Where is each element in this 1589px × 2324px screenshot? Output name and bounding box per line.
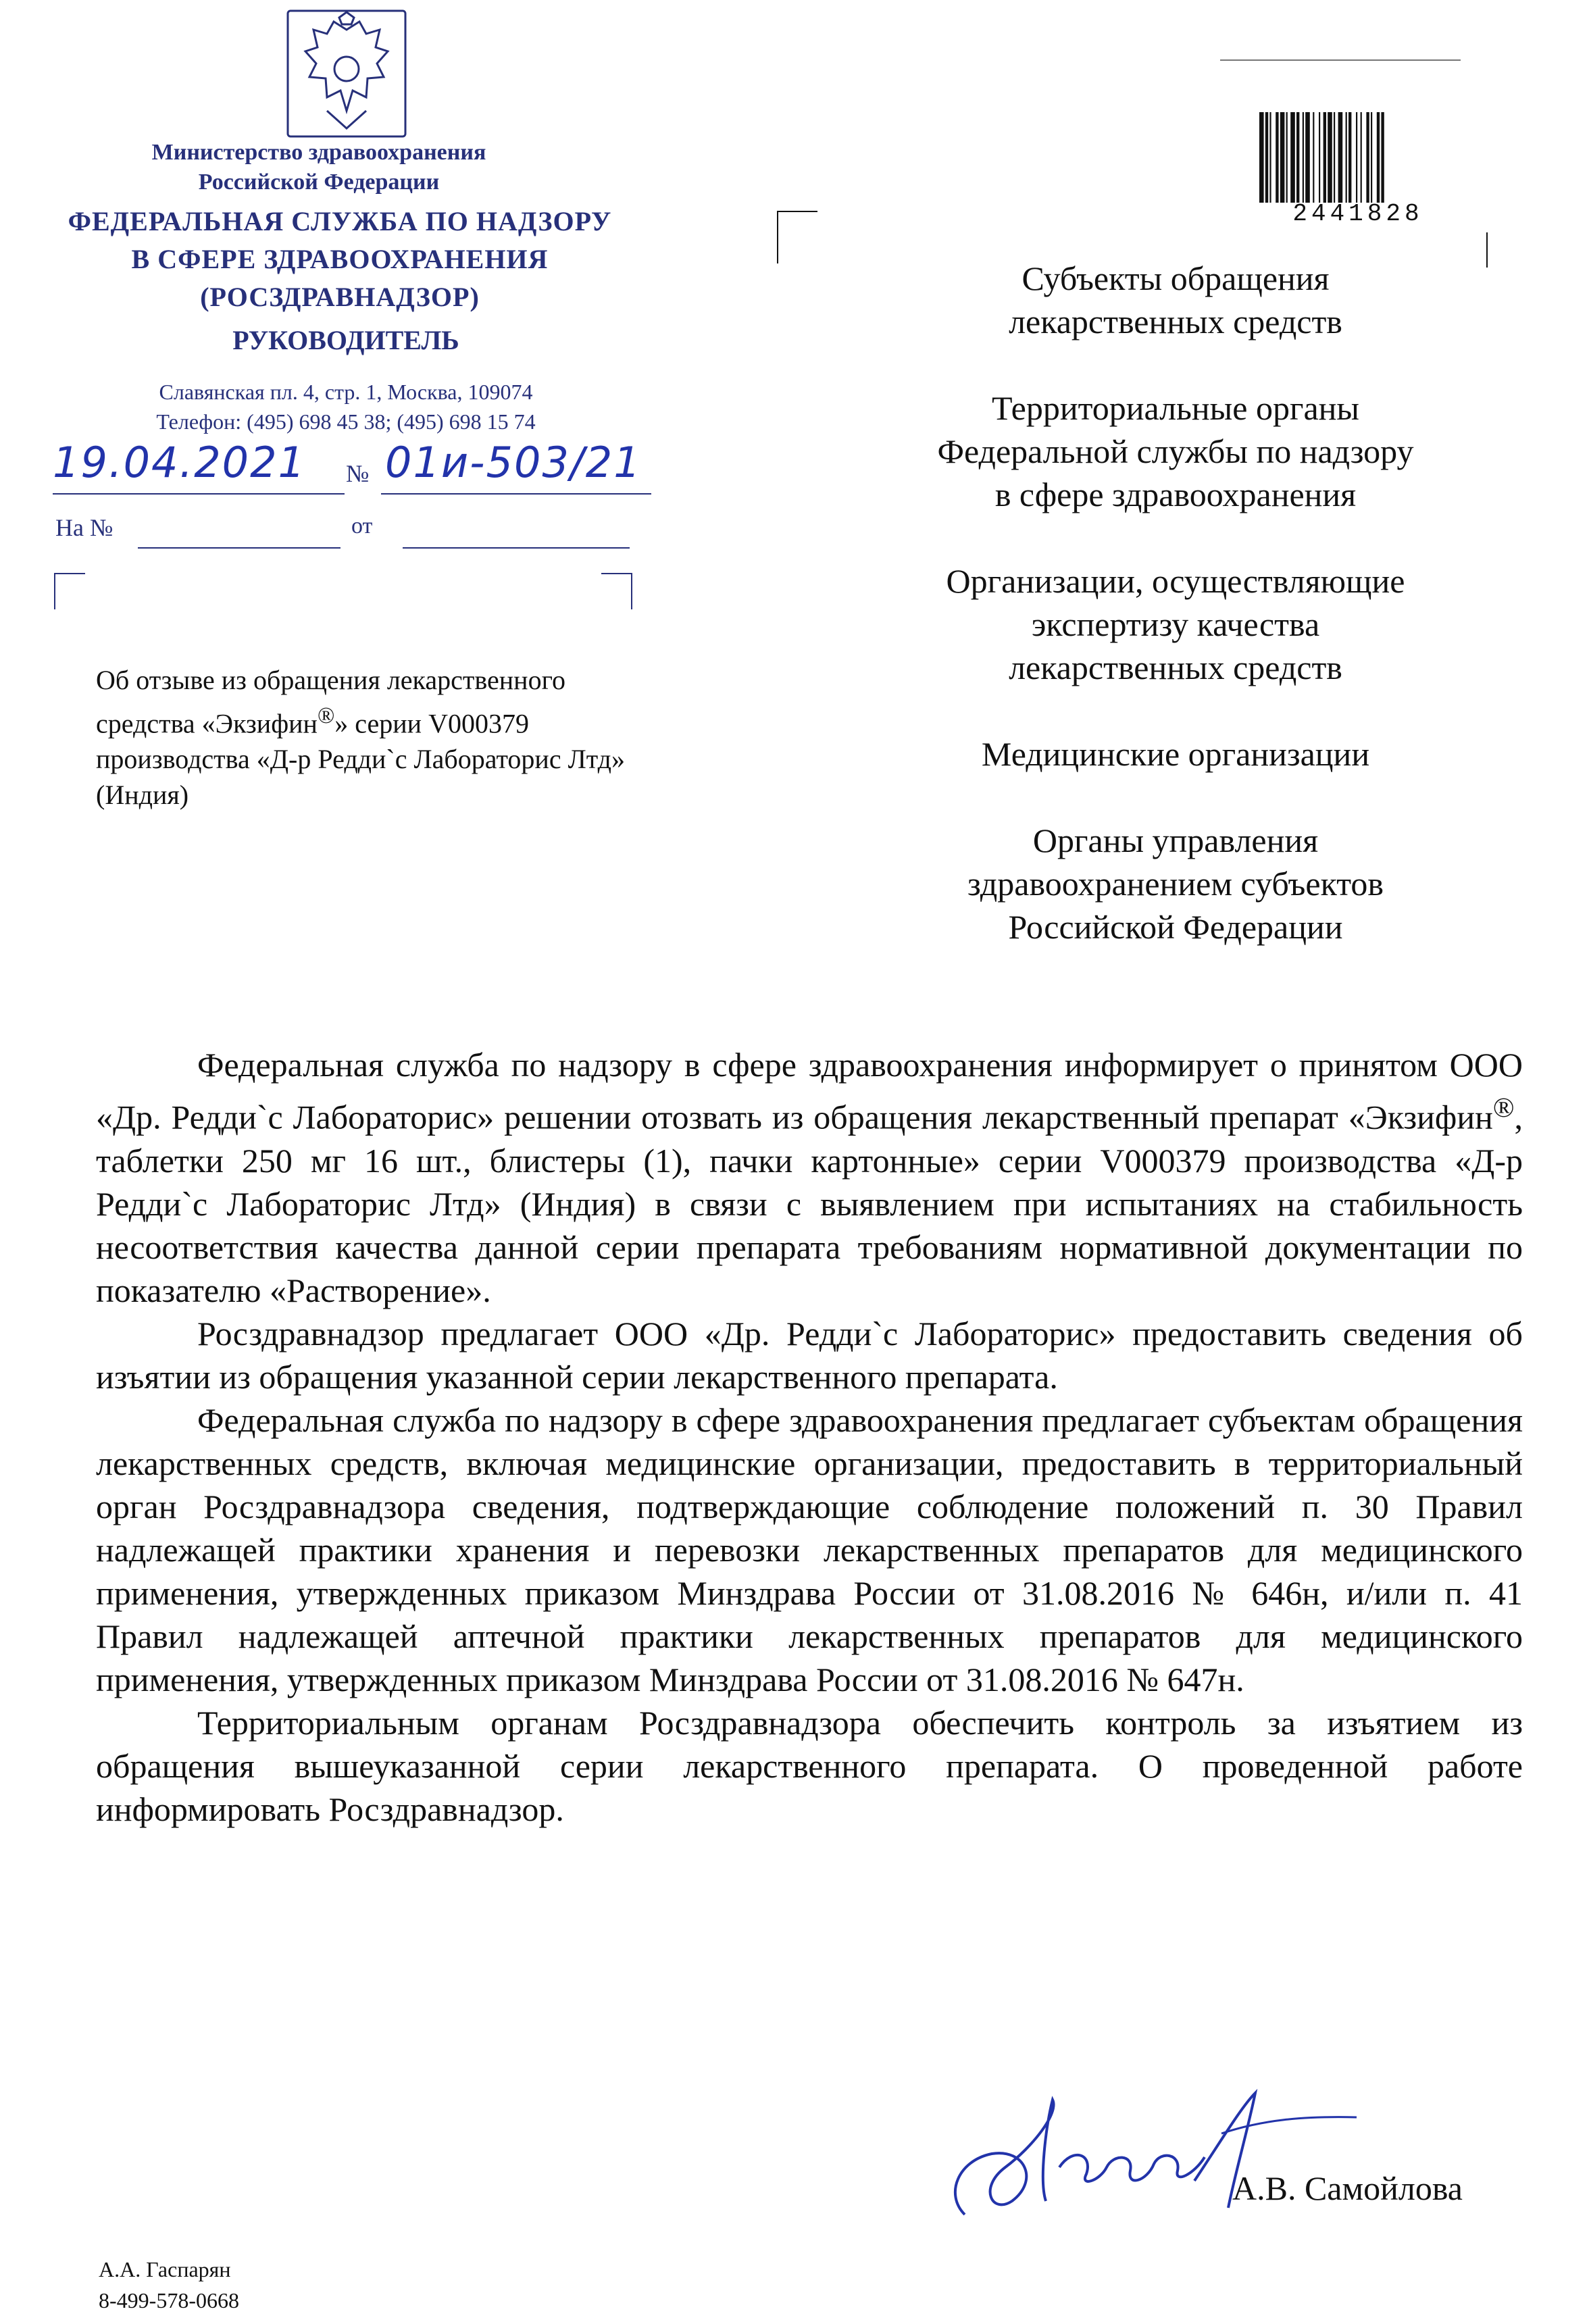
barcode-bar (1265, 112, 1268, 203)
date-underline (53, 493, 345, 495)
from-underline (403, 547, 630, 549)
barcode-bar (1338, 112, 1343, 203)
executor-info (99, 2254, 239, 2316)
address-line: Славянская пл. 4, стр. 1, Москва, 109074 (159, 380, 533, 404)
addressee-line: в сфере здравоохранения (994, 476, 1357, 513)
handwritten-number: 01и-503/21 (385, 438, 642, 487)
barcode-bar (1346, 112, 1347, 203)
barcode-bar (1290, 112, 1295, 203)
handwritten-signature (938, 2086, 1384, 2235)
phone-line: Телефон: (495) 698 45 38; (495) 698 15 74 (156, 409, 536, 434)
barcode-bar (1381, 112, 1384, 203)
ministry-name (81, 138, 557, 197)
executor-name: А.А. Гаспарян (99, 2257, 231, 2281)
subject-line-1: Об отзыве из обращения лекарственного (96, 665, 565, 695)
barcode-bar (1276, 112, 1278, 203)
service-line-2: В СФЕРЕ ЗДРАВООХРАНЕНИЯ (131, 244, 549, 274)
subject-line-2-a: средства «Экзифин (96, 708, 318, 739)
body-paragraph-1-a: Федеральная служба по надзору в сфере здравоохранения информирует о принятом ООО «Др. Редди`с Лабораторис» решении отозвать из обращения лекарственный препарат «Экзифин (96, 1046, 1523, 1136)
barcode-bar (1334, 112, 1335, 203)
registered-mark: ® (1492, 1092, 1515, 1123)
barcode-bar (1259, 112, 1264, 203)
addressee-line: Российской Федерации (1008, 908, 1343, 946)
addressee-group (831, 257, 1520, 343)
handwritten-date: 19.04.2021 (53, 438, 306, 487)
body-paragraph-1-b: , таблетки 250 мг 16 шт., блистеры (1), пачки картонные» серии V000379 производства «Д-р Редди`с Лабораторис Лтд» (Индия) в связи с выявлением при испытаниях на стабильность несоответствия качества данной серии препарата требованиям нормативной документации по показателю «Растворение». (96, 1098, 1523, 1309)
ministry-line-2: Российской Федерации (198, 170, 440, 195)
number-underline (381, 493, 651, 495)
body-paragraph-1 (96, 1043, 1523, 1312)
addressee-line: Федеральной службы по надзору (937, 432, 1414, 470)
coat-of-arms-emblem (286, 9, 407, 138)
subject-line-2-b: » серии V000379 (334, 708, 529, 739)
barcode-top-line (1220, 59, 1461, 61)
number-label: № (346, 460, 370, 487)
ministry-line-1: Министерство здравоохранения (151, 140, 486, 165)
addressee-line: Организации, осуществляющие (946, 562, 1405, 600)
barcode-bar (1371, 112, 1372, 203)
barcode-bar (1303, 112, 1304, 203)
head-title: РУКОВОДИТЕЛЬ (232, 325, 459, 355)
subject-line-4: (Индия) (96, 780, 189, 811)
service-line-1: ФЕДЕРАЛЬНАЯ СЛУЖБА ПО НАДЗОРУ (68, 206, 612, 236)
barcode-bar (1328, 112, 1332, 203)
addressee-line: Субъекты обращения (1022, 259, 1330, 297)
addressee-group (831, 386, 1520, 516)
corner-mark-address (777, 211, 817, 263)
addressee-group (831, 819, 1520, 949)
signer-name: А.В. Самойлова (1232, 2169, 1463, 2207)
barcode-number: 2441828 (1292, 200, 1423, 228)
letter-body (96, 1043, 1523, 1831)
executor-phone: 8-499-578-0668 (99, 2288, 239, 2313)
barcode-bar (1348, 112, 1351, 203)
reply-to-label: На № (55, 514, 114, 541)
barcode-bar (1313, 112, 1314, 203)
barcode-bar (1269, 112, 1271, 203)
addressee-line: Медицинские организации (981, 735, 1370, 773)
registered-mark: ® (317, 703, 335, 728)
subject-line-3: производства «Д-р Редди`с Лабораторис Лтд» (96, 744, 626, 775)
addressee-group (831, 732, 1520, 776)
body-paragraph-3: Федеральная служба по надзору в сфере здравоохранения предлагает субъектам обращения лекарственных средств, включая медицинские организации, предоставить в территориальный орган Росздравнадзора сведения, подтверждающие соблюдение положений п. 30 Правил надлежащей практики хранения и перевозки лекарственных препаратов для медицинского применения, утвержденных приказом Минздрава России от 31.08.2016 № 646н, и/или п. 41 Правил надлежащей аптечной практики лекарственных препаратов для медицинского применения, утвержденных приказом Минздрава России от 31.08.2016 № 647н. (96, 1400, 1523, 1698)
addressee-list (831, 257, 1520, 992)
addressee-line: здравоохранением субъектов (967, 865, 1384, 903)
service-name (41, 203, 639, 316)
letter-subject (96, 662, 731, 813)
barcode-bar (1356, 112, 1357, 203)
barcode-bar (1323, 112, 1326, 203)
from-label: от (351, 513, 373, 538)
barcode-bar (1280, 112, 1285, 203)
addressee-group (831, 559, 1520, 689)
addressee-line: лекарственных средств (1009, 649, 1342, 686)
barcode-bar (1286, 112, 1288, 203)
barcode-bar (1296, 112, 1299, 203)
reply-to-underline (138, 547, 340, 549)
barcode-bar (1377, 112, 1380, 203)
letterhead-address (81, 377, 611, 436)
barcode-bar (1361, 112, 1362, 203)
barcode-bar (1305, 112, 1310, 203)
addressee-line: Территориальные органы (991, 389, 1360, 427)
barcode-bar (1319, 112, 1320, 203)
addressee-line: экспертизу качества (1031, 605, 1320, 643)
corner-mark-left (54, 573, 85, 609)
body-paragraph-2: Росздравнадзор предлагает ООО «Др. Редди`с Лабораторис» предоставить сведения об изъятии из обращения указанной серии лекарственного препарата. (96, 1314, 1523, 1396)
addressee-line: лекарственных средств (1009, 303, 1342, 340)
barcode-bar (1366, 112, 1369, 203)
barcode (1259, 112, 1461, 203)
addressee-line: Органы управления (1032, 822, 1319, 859)
corner-mark-right (601, 573, 632, 609)
subject-line-2 (96, 698, 731, 741)
body-paragraph-4: Территориальным органам Росздравнадзора обеспечить контроль за изъятием из обращения вышеуказанной серии лекарственного препарата. О проведенной работе информировать Росздравнадзор. (96, 1703, 1523, 1828)
service-line-3: (РОСЗДРАВНАДЗОР) (200, 282, 480, 312)
